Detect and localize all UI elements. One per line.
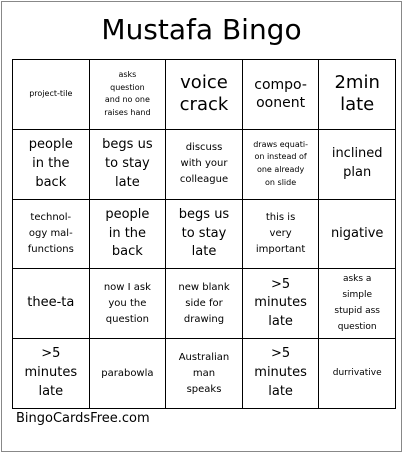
bingo-cell-text: thee-ta [27, 295, 75, 311]
bingo-cell[interactable] [166, 200, 243, 270]
bingo-cell[interactable] [319, 269, 396, 339]
bingo-cell-text: begs us to stay late [102, 136, 153, 190]
bingo-cell[interactable] [319, 60, 396, 130]
bingo-cell[interactable] [90, 130, 167, 200]
bingo-cell-text: parabowla [101, 367, 154, 379]
bingo-cell[interactable] [90, 269, 167, 339]
bingo-cell-text: >5 minutes late [254, 276, 307, 330]
bingo-card [1, 1, 402, 452]
bingo-cell[interactable] [13, 269, 90, 339]
bingo-cell-text: discuss with your colleague [179, 142, 229, 186]
bingo-cell[interactable] [243, 339, 320, 409]
bingo-cell[interactable] [90, 339, 167, 409]
bingo-cell-text: inclined plan [331, 146, 383, 181]
bingo-cell-text: compo- oonent [254, 76, 307, 112]
bingo-cell[interactable] [319, 200, 396, 270]
bingo-cell[interactable] [243, 269, 320, 339]
bingo-cell[interactable] [166, 60, 243, 130]
bingo-cell-text: >5 minutes late [254, 346, 307, 400]
bingo-cell-text: begs us to stay late [178, 206, 230, 260]
bingo-cell[interactable] [243, 60, 320, 130]
bingo-cell[interactable] [319, 339, 396, 409]
bingo-cell-text: voice crack [179, 71, 229, 116]
bingo-cell[interactable] [90, 200, 167, 270]
bingo-cell-text: asks a simple stupid ass question [334, 274, 380, 332]
bingo-cell[interactable] [166, 339, 243, 409]
bingo-cell[interactable] [166, 130, 243, 200]
bingo-cell-text: nigative [330, 225, 384, 241]
bingo-cell-text: durrivative [332, 367, 382, 378]
bingo-cell-text: technol- ogy mal- functions [27, 211, 74, 255]
bingo-cell[interactable] [90, 60, 167, 130]
bingo-cell[interactable] [243, 130, 320, 200]
bingo-cell-text: asks question and no one raises hand [104, 69, 151, 118]
bingo-cell-text: now I ask you the question [103, 281, 151, 325]
bingo-cell[interactable] [13, 200, 90, 270]
bingo-cell-text: people in the back [105, 206, 150, 260]
footer-credit: BingoCardsFree.com [16, 411, 150, 426]
bingo-cell[interactable] [319, 130, 396, 200]
bingo-cell-text: people in the back [28, 136, 73, 190]
bingo-cell[interactable] [13, 339, 90, 409]
bingo-cell[interactable] [13, 60, 90, 130]
bingo-cell[interactable] [243, 200, 320, 270]
bingo-cell-text: >5 minutes late [24, 346, 78, 400]
bingo-cell-text: project-tile [29, 89, 73, 98]
bingo-cell[interactable] [166, 269, 243, 339]
bingo-cell-text: this is very important [255, 211, 306, 255]
bingo-cell[interactable] [13, 130, 90, 200]
bingo-grid [12, 59, 396, 409]
bingo-cell-text: 2min late [334, 71, 380, 116]
bingo-cell-text: new blank side for drawing [178, 281, 230, 325]
bingo-cell-text: Australian man speaks [178, 351, 230, 395]
card-title: Mustafa Bingo [101, 13, 302, 46]
bingo-cell-text: draws equati- on instead of one already on slide [253, 139, 308, 187]
